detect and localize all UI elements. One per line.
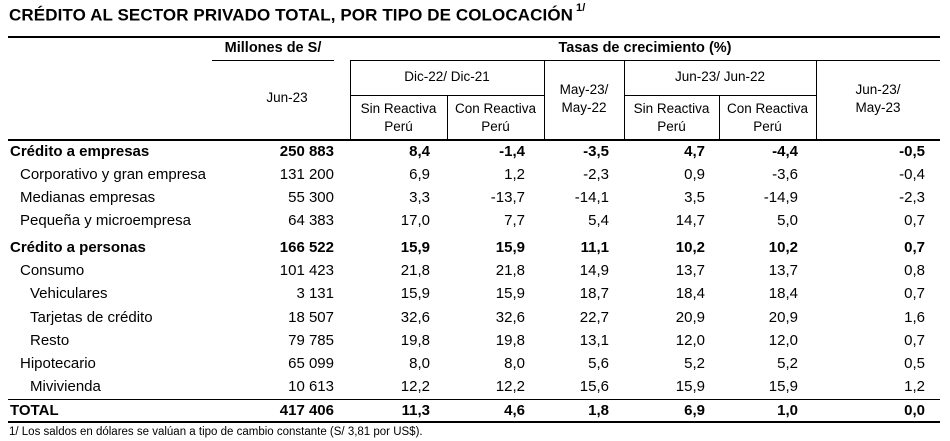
table-row xyxy=(0,260,950,283)
footnote: 1/ Los saldos en dólares se valúan a tipo de cambio constante (S/ 3,81 por US$). xyxy=(9,426,423,438)
cell-growth-rate: 1,8 xyxy=(588,402,609,419)
cell-growth-rate: 20,9 xyxy=(768,309,798,326)
cell-growth-rate: 5,0 xyxy=(777,212,798,229)
table-row xyxy=(0,187,950,210)
cell-growth-rate: 1,0 xyxy=(777,402,798,419)
cell-growth-rate: -2,3 xyxy=(899,189,925,206)
cell-balance: 79 785 xyxy=(288,332,334,349)
cell-growth-rate: 19,8 xyxy=(495,332,525,349)
header-jun-sin-reactiva: Sin Reactiva Perú xyxy=(633,101,710,134)
cell-growth-rate: 7,7 xyxy=(504,212,525,229)
row-label: Medianas empresas xyxy=(20,189,156,206)
cell-growth-rate: 0,7 xyxy=(904,285,925,302)
row-label: TOTAL xyxy=(10,402,59,419)
cell-growth-rate: 1,2 xyxy=(904,378,925,395)
row-label: Corporativo y gran empresa xyxy=(20,166,206,183)
header-jun23: Jun-23 xyxy=(266,90,308,105)
cell-growth-rate: 0,7 xyxy=(904,212,925,229)
cell-growth-rate: 3,5 xyxy=(684,189,705,206)
cell-growth-rate: 5,6 xyxy=(588,355,609,372)
cell-growth-rate: 8,0 xyxy=(409,355,430,372)
row-label: Tarjetas de crédito xyxy=(30,309,153,326)
table-row xyxy=(0,164,950,187)
cell-balance: 64 383 xyxy=(288,212,334,229)
cell-growth-rate: 6,9 xyxy=(684,402,705,419)
header-millones: Millones de S/ xyxy=(224,40,322,56)
cell-growth-rate: 0,8 xyxy=(904,262,925,279)
cell-growth-rate: -1,4 xyxy=(499,143,525,160)
cell-growth-rate: 13,1 xyxy=(579,332,609,349)
cell-growth-rate: 14,9 xyxy=(579,262,609,279)
cell-balance: 55 300 xyxy=(288,189,334,206)
table-row xyxy=(0,210,950,233)
cell-growth-rate: 8,4 xyxy=(409,143,430,160)
row-label: Crédito a personas xyxy=(10,239,146,256)
cell-growth-rate: -2,3 xyxy=(583,166,609,183)
cell-balance: 417 406 xyxy=(279,402,334,419)
cell-growth-rate: 17,0 xyxy=(400,212,430,229)
jun-group-underline xyxy=(624,95,816,96)
cell-balance: 18 507 xyxy=(288,309,334,326)
tasas-underline xyxy=(350,60,940,61)
header-may-col: May-23/ May-22 xyxy=(559,82,609,115)
title-footnote-ref: 1/ xyxy=(576,2,586,14)
cell-growth-rate: 5,2 xyxy=(684,355,705,372)
cell-growth-rate: 15,9 xyxy=(768,378,798,395)
row-label: Vehiculares xyxy=(30,285,108,302)
cell-growth-rate: 5,4 xyxy=(588,212,609,229)
table-row xyxy=(0,237,950,260)
cell-growth-rate: 11,3 xyxy=(401,402,430,419)
cell-growth-rate: 4,6 xyxy=(504,402,525,419)
cell-growth-rate: 0,0 xyxy=(904,402,925,419)
cell-growth-rate: 11,1 xyxy=(580,239,609,256)
cell-growth-rate: -14,9 xyxy=(763,189,798,206)
cell-growth-rate: 15,9 xyxy=(495,239,525,256)
top-rule xyxy=(8,36,940,38)
cell-growth-rate: 21,8 xyxy=(495,262,525,279)
cell-growth-rate: 6,9 xyxy=(409,166,430,183)
cell-growth-rate: 15,9 xyxy=(675,378,705,395)
cell-balance: 3 131 xyxy=(296,285,334,302)
table-row xyxy=(0,353,950,376)
row-label: Hipotecario xyxy=(20,355,96,372)
cell-growth-rate: 5,2 xyxy=(777,355,798,372)
cell-growth-rate: 0,7 xyxy=(904,239,925,256)
cell-growth-rate: 21,8 xyxy=(400,262,430,279)
cell-growth-rate: 12,2 xyxy=(495,378,525,395)
row-label: Crédito a empresas xyxy=(10,143,150,160)
cell-balance: 131 200 xyxy=(279,166,334,183)
cell-growth-rate: -3,6 xyxy=(772,166,798,183)
cell-growth-rate: 12,0 xyxy=(768,332,798,349)
cell-growth-rate: 8,0 xyxy=(504,355,525,372)
row-label: Pequeña y microempresa xyxy=(20,212,191,229)
cell-balance: 10 613 xyxy=(288,378,334,395)
header-dic-group: Dic-22/ Dic-21 xyxy=(404,69,490,84)
cell-growth-rate: -0,4 xyxy=(899,166,925,183)
cell-growth-rate: 13,7 xyxy=(768,262,798,279)
cell-growth-rate: 12,2 xyxy=(400,378,430,395)
row-label: Resto xyxy=(30,332,70,349)
cell-growth-rate: 19,8 xyxy=(400,332,430,349)
cell-balance: 166 522 xyxy=(279,239,334,256)
cell-growth-rate: 0,5 xyxy=(904,355,925,372)
cell-growth-rate: 12,0 xyxy=(675,332,705,349)
row-label: Mivivienda xyxy=(30,378,101,395)
cell-growth-rate: 32,6 xyxy=(495,309,525,326)
table-title: CRÉDITO AL SECTOR PRIVADO TOTAL, POR TIPO DE COLOCACIÓN $^{1/}$ xyxy=(9,2,586,25)
cell-balance: 65 099 xyxy=(288,355,334,372)
cell-growth-rate: 3,3 xyxy=(409,189,430,206)
cell-growth-rate: 10,2 xyxy=(768,239,798,256)
table-row xyxy=(0,307,950,330)
cell-growth-rate: 14,7 xyxy=(675,212,705,229)
cell-balance: 250 883 xyxy=(279,143,334,160)
cell-balance: 101 423 xyxy=(279,262,334,279)
cell-growth-rate: 4,7 xyxy=(684,143,705,160)
table-row xyxy=(0,283,950,306)
cell-growth-rate: -13,7 xyxy=(490,189,525,206)
cell-growth-rate: 13,7 xyxy=(675,262,705,279)
cell-growth-rate: 1,6 xyxy=(904,309,925,326)
cell-growth-rate: -14,1 xyxy=(574,189,609,206)
header-jun-con-reactiva: Con Reactiva Perú xyxy=(726,101,809,134)
table-row xyxy=(0,141,950,164)
header-jun-group: Jun-23/ Jun-22 xyxy=(674,69,766,84)
cell-growth-rate: -0,5 xyxy=(899,143,925,160)
cell-growth-rate: 1,2 xyxy=(504,166,525,183)
cell-growth-rate: 0,9 xyxy=(684,166,705,183)
cell-growth-rate: 20,9 xyxy=(675,309,705,326)
cell-growth-rate: -3,5 xyxy=(583,143,609,160)
table-row xyxy=(0,400,950,423)
cell-growth-rate: 18,4 xyxy=(768,285,798,302)
row-label: Consumo xyxy=(20,262,85,279)
cell-growth-rate: 15,9 xyxy=(495,285,525,302)
cell-growth-rate: 0,7 xyxy=(904,332,925,349)
cell-growth-rate: 32,6 xyxy=(400,309,430,326)
cell-growth-rate: 22,7 xyxy=(579,309,609,326)
header-tasas: Tasas de crecimiento (%) xyxy=(558,40,732,56)
cell-growth-rate: -4,4 xyxy=(772,143,798,160)
cell-growth-rate: 15,6 xyxy=(579,378,609,395)
cell-growth-rate: 10,2 xyxy=(675,239,705,256)
cell-growth-rate: 15,9 xyxy=(400,239,430,256)
cell-growth-rate: 18,4 xyxy=(675,285,705,302)
table-row xyxy=(0,376,950,399)
table-row xyxy=(0,330,950,353)
millones-underline xyxy=(212,60,334,61)
header-junmay-col: Jun-23/ May-23 xyxy=(855,82,901,115)
header-dic-con-reactiva: Con Reactiva Perú xyxy=(454,101,537,134)
header-dic-sin-reactiva: Sin Reactiva Perú xyxy=(360,101,437,134)
cell-growth-rate: 18,7 xyxy=(579,285,609,302)
cell-growth-rate: 15,9 xyxy=(400,285,430,302)
